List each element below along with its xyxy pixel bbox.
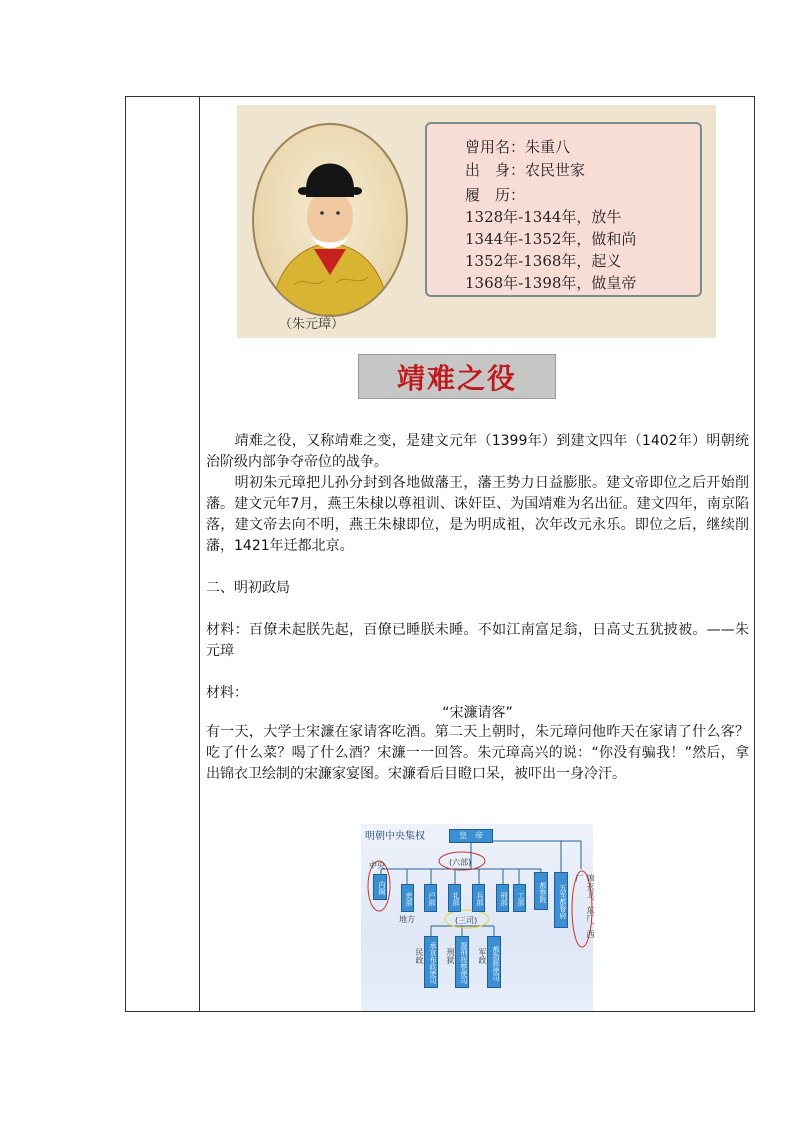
ministry-box: 兵部 <box>472 884 485 912</box>
local-label: 地方 <box>399 915 415 924</box>
sansi-role: 军政 <box>478 948 487 964</box>
resume-item: 1328年-1344年，放牛 <box>465 208 622 226</box>
ministry-box: 吏部 <box>401 884 414 912</box>
emperor-box: 皇 帝 <box>449 829 493 843</box>
liubu-label: (六部) <box>449 858 472 867</box>
org-chart <box>361 824 593 1011</box>
portrait-figure-icon <box>254 125 406 315</box>
biography-box <box>425 122 702 297</box>
duchayuan-box: 都察院 <box>534 872 548 910</box>
resume-title: 履 历： <box>465 186 526 204</box>
sansi-box: 承宣布政使司 <box>424 936 438 988</box>
origin: 出 身：农民世家 <box>465 161 586 179</box>
column-divider <box>199 97 200 1011</box>
material-label: 材料： <box>206 685 248 701</box>
resume-item: 1352年-1368年，起义 <box>465 252 622 270</box>
org-chart-title: 明朝中央集权 <box>365 831 425 842</box>
ministry-box: 户部 <box>424 884 437 912</box>
wujun-box: 五军都督府 <box>554 872 568 928</box>
ministry-box: 礼部 <box>448 884 461 912</box>
paragraph-history: 明初朱元璋把儿孙分封到各地做藩王，藩王势力日益膨胀。建文帝即位之后开始削藩。建文元年7月，燕王朱棣以尊祖训、诛奸臣、为国靖难为名出征。建文四年，南京陷落，建文帝去向不明，燕王朱棣即位，是为明成祖，次年改元永乐。即位之后，继续削藩，1421年迁都北京。 <box>206 475 749 554</box>
neige-box: 内阁 <box>373 874 387 900</box>
resume-item: 1368年-1398年，做皇帝 <box>465 274 637 292</box>
ministry-box: 工部 <box>513 884 526 912</box>
story-text: 有一天，大学士宋濂在家请客吃酒。第二天上朝时，朱元璋问他昨天在家请了什么客？吃了什么菜？喝了什么酒？宋濂一一回答。朱元璋高兴的说：“你没有骗我！”然后，拿出锦衣卫绘制的宋濂家宴图。宋濂看后目瞪口呆，被吓出一身冷汗。 <box>206 724 749 782</box>
sansi-box: 都指挥使司 <box>487 936 501 988</box>
sansi-box: 提刑按察使司 <box>455 936 469 988</box>
material-quote: 材料：百僚未起朕先起，百僚已睡朕未睡。不如江南富足翁，日高丈五犹披被。——朱元璋 <box>206 622 749 659</box>
resume-item: 1344年-1352年，做和尚 <box>465 230 637 248</box>
former-name: 曾用名：朱重八 <box>465 138 571 156</box>
ministry-box: 刑部 <box>496 884 509 912</box>
portrait-caption: （朱元璋） <box>279 317 345 332</box>
portrait-card <box>237 105 716 338</box>
sansi-label: (三司) <box>455 916 478 925</box>
banner-title: 靖难之役 <box>396 361 517 395</box>
story-title: “宋濂请客” <box>442 705 513 721</box>
sansi-role: 民政 <box>415 948 424 964</box>
paragraph-jingnan: 靖难之役，又称靖难之变，是建文元年（1399年）到建文四年（1402年）明朝统治阶级内部争夺帝位的战争。 <box>206 433 749 470</box>
section-banner <box>358 354 556 399</box>
section-heading: 二、明初政局 <box>206 580 290 596</box>
jinyiwei-label: 锦衣卫、东厂、西厂 <box>575 874 595 938</box>
sansi-role: 刑狱 <box>446 948 455 964</box>
emperor-portrait <box>252 123 408 317</box>
central-label: 中央 <box>369 861 385 870</box>
